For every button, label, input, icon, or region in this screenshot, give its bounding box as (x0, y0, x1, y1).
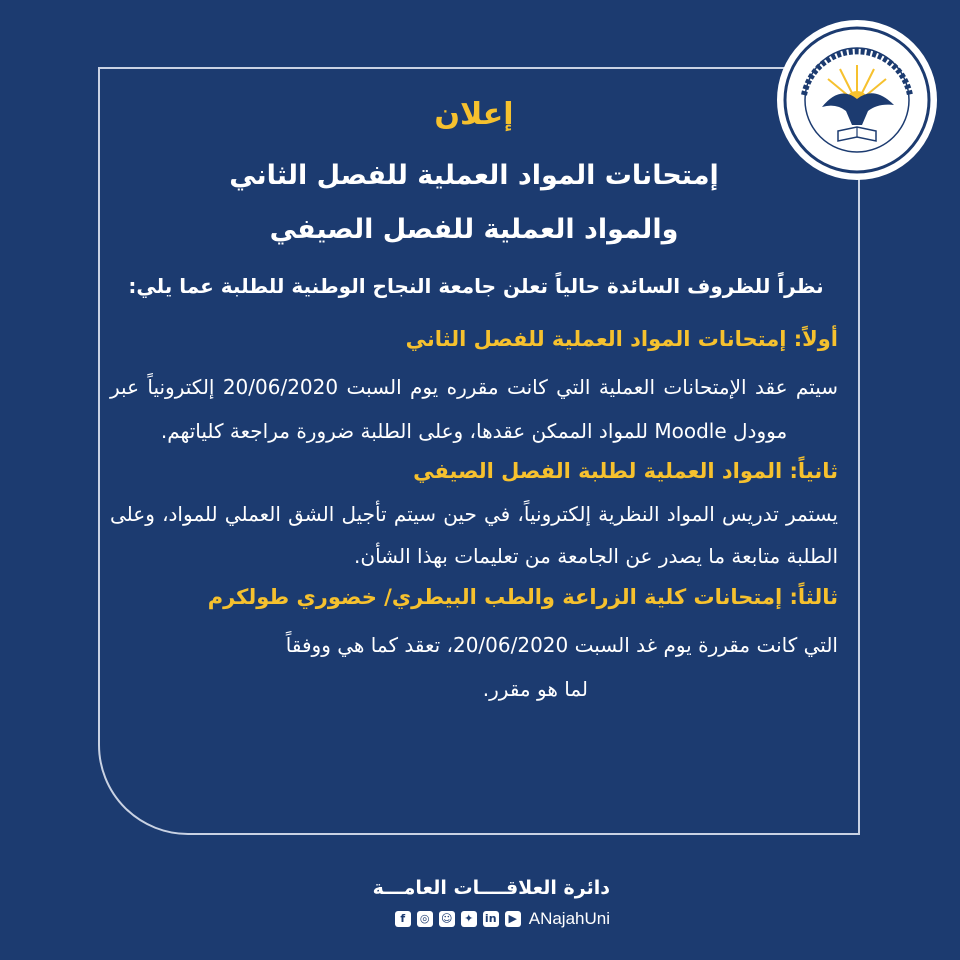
footer (300, 875, 610, 929)
linkedin-icon[interactable]: in (483, 911, 499, 927)
section-3-body-line-2: لما هو مقرر. (482, 677, 588, 701)
section-3-body-line-1: التي كانت مقررة يوم غد السبت 20/06/2020، تعقد كما هي ووفقاً (285, 633, 838, 657)
section-2-heading: ثانياً: المواد العملية لطلبة الفصل الصيفي (413, 459, 838, 483)
announcement-intro: نظراً للظروف السائدة حالياً تعلن جامعة النجاح الوطنية للطلبة عما يلي: (128, 274, 824, 298)
section-1-body: سيتم عقد الإمتحانات العملية التي كانت مقرره يوم السبت 20/06/2020 إلكترونياً عبر موودل Moodle للمواد الممكن عقدها، وعلى الطلبة ضرورة مراجعة كلياتهم. (110, 375, 838, 443)
twitter-icon[interactable]: ✦ (461, 911, 477, 927)
section-1-heading: أولاً: إمتحانات المواد العملية للفصل الثاني (405, 327, 838, 351)
department-name: دائرة العلاقــــات العامـــة (372, 877, 610, 899)
snapchat-icon[interactable]: ☺ (439, 911, 455, 927)
social-handle[interactable]: ANajahUni (528, 909, 610, 928)
subtitle-line-1: إمتحانات المواد العملية للفصل الثاني (229, 160, 719, 191)
youtube-icon[interactable]: ▶ (505, 911, 521, 927)
announcement-content (110, 95, 838, 711)
instagram-icon[interactable]: ◎ (417, 911, 433, 927)
announcement-subtitle (110, 149, 838, 257)
subtitle-line-2: والمواد العملية للفصل الصيفي (269, 214, 679, 245)
section-3-heading: ثالثاً: إمتحانات كلية الزراعة والطب البيطري/ خضوري طولكرم (207, 585, 838, 609)
section-2-body: يستمر تدريس المواد النظرية إلكترونياً، في حين سيتم تأجيل الشق العملي للمواد، وعلى الطلبة متابعة ما يصدر عن الجامعة من تعليمات بهذا الشأن. (110, 502, 838, 568)
section-3-body (110, 623, 838, 711)
social-bar (300, 909, 610, 929)
announcement-title: إعلان (434, 97, 514, 132)
facebook-icon[interactable]: f (395, 911, 411, 927)
